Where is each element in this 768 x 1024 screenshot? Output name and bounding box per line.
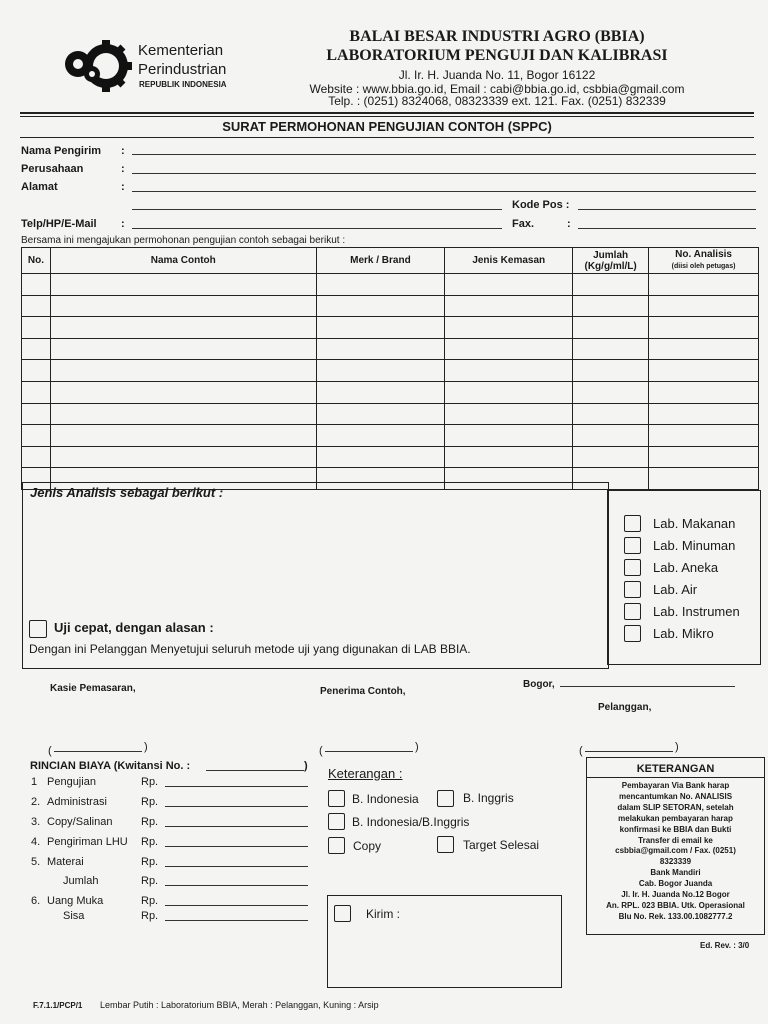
cell-merk[interactable] (316, 360, 445, 382)
paren-open: ( (48, 745, 52, 757)
cell-no-analisis[interactable] (649, 381, 759, 403)
target-selesai-label: Target Selesai (463, 838, 540, 852)
cost-item-label: Sisa (63, 910, 85, 922)
cell-jumlah[interactable] (573, 338, 649, 360)
cell-no-analisis[interactable] (649, 425, 759, 447)
cell-jumlah[interactable] (573, 446, 649, 468)
paren-open: ( (319, 745, 323, 757)
lab-checkbox[interactable] (624, 625, 641, 642)
cell-jumlah[interactable] (573, 381, 649, 403)
kirim-label: Kirim : (366, 907, 400, 921)
org-address: Jl. Ir. H. Juanda No. 11, Bogor 16122 (398, 68, 596, 82)
perusahaan-field[interactable] (132, 173, 756, 174)
col-jumlah-unit: (Kg/g/ml/L) (584, 260, 637, 272)
colon: : (567, 218, 571, 230)
target-selesai-checkbox[interactable] (437, 836, 454, 853)
cost-amount-field[interactable] (165, 920, 308, 921)
cell-jumlah[interactable] (573, 295, 649, 317)
colon: : (121, 145, 125, 157)
penerima-label: Penerima Contoh, (320, 686, 406, 697)
cost-amount-field[interactable] (165, 885, 308, 886)
col-merk: Merk / Brand (316, 248, 445, 274)
cell-nama-contoh[interactable] (50, 338, 316, 360)
paren-close: ) (415, 741, 419, 753)
cell-no-analisis[interactable] (649, 295, 759, 317)
penerima-sign-line[interactable] (319, 741, 424, 759)
cell-no-analisis[interactable] (649, 403, 759, 425)
cost-amount-field[interactable] (165, 806, 308, 807)
cell-nama-contoh[interactable] (50, 274, 316, 296)
cost-item-number: 6. (31, 895, 41, 907)
lab-label: Lab. Mikro (653, 626, 714, 641)
cost-item-label: Copy/Salinan (47, 816, 113, 828)
agreement-text: Dengan ini Pelanggan Menyetujui seluruh metode uji yang digunakan di LAB BBIA. (29, 642, 471, 656)
bogor-label: Bogor, (523, 679, 555, 690)
lab-checkbox[interactable] (624, 603, 641, 620)
org-title: BALAI BESAR INDUSTRI AGRO (BBIA) (349, 28, 645, 45)
cell-no[interactable] (22, 338, 51, 360)
cell-jenis-kemasan[interactable] (445, 274, 573, 296)
table-row (22, 274, 759, 296)
uji-cepat-checkbox[interactable] (29, 620, 47, 638)
cell-no-analisis[interactable] (649, 360, 759, 382)
kirim-checkbox[interactable] (334, 905, 351, 922)
header-divider-thin (20, 116, 754, 117)
info-box-divider (586, 777, 765, 778)
cell-no-analisis[interactable] (649, 317, 759, 339)
copy-checkbox[interactable] (328, 837, 345, 854)
cell-nama-contoh[interactable] (50, 381, 316, 403)
cost-amount-field[interactable] (165, 905, 308, 906)
cost-item-label: Jumlah (63, 875, 99, 887)
gear-logo-icon (62, 38, 134, 94)
cell-jenis-kemasan[interactable] (445, 403, 573, 425)
cell-nama-contoh[interactable] (50, 403, 316, 425)
penerima-sign-underline (325, 751, 413, 752)
cell-merk[interactable] (316, 446, 445, 468)
uji-cepat-label: Uji cepat, dengan alasan : (54, 620, 214, 635)
table-row (22, 295, 759, 317)
cell-jumlah[interactable] (573, 360, 649, 382)
info-box-line: 8323339 (659, 857, 692, 867)
bogor-date-field[interactable] (560, 686, 735, 687)
cell-no[interactable] (22, 446, 51, 468)
edition-revision: Ed. Rev. : 3/0 (700, 941, 750, 950)
intro-text: Bersama ini mengajukan permohonan pengujian contoh sebagai berikut : (21, 235, 346, 246)
cell-jenis-kemasan[interactable] (445, 317, 573, 339)
table-row (22, 360, 759, 382)
info-box-line: csbbia@gmail.com / Fax. (0251) (615, 846, 736, 856)
b-inggris-checkbox[interactable] (437, 790, 454, 807)
colon: : (121, 181, 125, 193)
cost-rp-label: Rp. (141, 895, 159, 907)
col-no-analisis (649, 248, 759, 274)
cell-nama-contoh[interactable] (50, 317, 316, 339)
cost-item-number: 2. (31, 796, 41, 808)
cost-item-label: Administrasi (47, 796, 107, 808)
analysis-box (22, 482, 609, 669)
cell-nama-contoh[interactable] (50, 425, 316, 447)
cell-nama-contoh[interactable] (50, 446, 316, 468)
keterangan-title: Keterangan : (328, 766, 403, 781)
cell-no[interactable] (22, 425, 51, 447)
form-title: SURAT PERMOHONAN PENGUJIAN CONTOH (SPPC) (222, 119, 552, 134)
lab-label: Lab. Air (653, 582, 698, 597)
info-box-line: Pembayaran Via Bank harap (621, 781, 730, 790)
label-perusahaan: Perusahaan (21, 163, 84, 175)
info-box-line: Blu No. Rek. 133.00.1082777.2 (618, 911, 733, 921)
cost-amount-field[interactable] (165, 866, 308, 867)
label-alamat: Alamat (21, 181, 58, 193)
info-box-line: melakukan pembayaran harap (618, 813, 733, 823)
sample-table (21, 247, 759, 490)
analysis-title: Jenis Analisis sebagai berikut : (30, 485, 224, 500)
kwitansi-field[interactable] (206, 770, 304, 771)
lab-label: Lab. Makanan (653, 516, 736, 531)
cell-jenis-kemasan[interactable] (445, 425, 573, 447)
table-row (22, 381, 759, 403)
ministry-country: REPUBLIK INDONESIA (139, 80, 227, 89)
title-underline (20, 137, 754, 138)
cell-merk[interactable] (316, 338, 445, 360)
alamat-field-1[interactable] (132, 191, 756, 192)
cell-no[interactable] (22, 381, 51, 403)
cell-merk[interactable] (316, 317, 445, 339)
table-header-row (22, 248, 759, 274)
kode-pos-field[interactable] (578, 209, 756, 210)
colon: : (121, 218, 125, 230)
telp-field[interactable] (132, 228, 502, 229)
info-box-line: Jl. Ir. H. Juanda No.12 Bogor (621, 890, 730, 900)
cost-rp-label: Rp. (141, 796, 159, 808)
form-code: F.7.1.1/PCP/1 (33, 1001, 83, 1010)
cell-jumlah[interactable] (573, 403, 649, 425)
kasie-label: Kasie Pemasaran, (50, 683, 136, 694)
lab-checkbox[interactable] (624, 581, 641, 598)
b-indo-inggris-checkbox[interactable] (328, 813, 345, 830)
label-kode-pos: Kode Pos : (512, 199, 570, 211)
label-nama-pengirim: Nama Pengirim (21, 145, 102, 157)
col-no-analisis-label: No. Analisis (675, 249, 732, 260)
cell-merk[interactable] (316, 403, 445, 425)
cell-jenis-kemasan[interactable] (445, 381, 573, 403)
info-box-line: Transfer di email ke (638, 835, 713, 845)
cell-no-analisis[interactable] (649, 468, 759, 490)
cell-merk[interactable] (316, 295, 445, 317)
info-box-text (586, 781, 765, 923)
label-telp: Telp/HP/E-Mail (21, 218, 97, 230)
cost-rp-label: Rp. (141, 816, 159, 828)
cost-amount-field[interactable] (165, 786, 308, 787)
pelanggan-sign-underline (585, 751, 673, 752)
cost-amount-field[interactable] (165, 846, 308, 847)
cell-jenis-kemasan[interactable] (445, 295, 573, 317)
col-jumlah (573, 248, 649, 274)
cost-rp-label: Rp. (141, 875, 159, 887)
org-subtitle: LABORATORIUM PENGUJI DAN KALIBRASI (326, 47, 668, 64)
cell-no-analisis[interactable] (649, 274, 759, 296)
b-inggris-label: B. Inggris (463, 791, 514, 805)
org-website: Website : www.bbia.go.id, Email : cabi@bbia.go.id, csbbia@gmail.com (309, 82, 685, 96)
lab-checkbox[interactable] (624, 515, 641, 532)
cost-item-label: Uang Muka (47, 895, 104, 907)
table-row (22, 317, 759, 339)
info-box-line: Cab. Bogor Juanda (638, 879, 713, 889)
lab-label: Lab. Minuman (653, 538, 736, 553)
cost-item-label: Materai (47, 856, 84, 868)
copy-distribution-note: Lembar Putih : Laboratorium BBIA, Merah : Pelanggan, Kuning : Arsip (100, 1000, 379, 1010)
paren-close: ) (144, 741, 148, 753)
cell-jumlah[interactable] (573, 425, 649, 447)
cell-no[interactable] (22, 403, 51, 425)
kasie-sign-underline (54, 751, 142, 752)
ministry-name-1: Kementerian (138, 42, 224, 59)
copy-label: Copy (353, 839, 382, 853)
cell-jumlah[interactable] (573, 317, 649, 339)
col-no-analisis-note: (diisi oleh petugas) (671, 263, 736, 270)
cost-rp-label: Rp. (141, 910, 159, 922)
table-row (22, 338, 759, 360)
cell-nama-contoh[interactable] (50, 295, 316, 317)
kasie-sign-line[interactable] (48, 741, 153, 759)
alamat-field-2[interactable] (132, 209, 502, 210)
cost-rp-label: Rp. (141, 836, 159, 848)
info-box-line: mencantumkan No. ANALISIS (618, 791, 733, 801)
cost-amount-field[interactable] (165, 826, 308, 827)
cell-merk[interactable] (316, 274, 445, 296)
lab-label: Lab. Aneka (653, 560, 719, 575)
cell-nama-contoh[interactable] (50, 360, 316, 382)
nama-pengirim-field[interactable] (132, 154, 756, 155)
cost-item-number: 1 (31, 776, 38, 788)
col-jenis-kemasan: Jenis Kemasan (445, 248, 573, 274)
b-indonesia-label: B. Indonesia (352, 792, 419, 806)
cell-no[interactable] (22, 317, 51, 339)
org-phone: Telp. : (0251) 8324068, 08323339 ext. 121. Fax. (0251) 832339 (328, 94, 666, 108)
table-row (22, 446, 759, 468)
table-row (22, 403, 759, 425)
pelanggan-label: Pelanggan, (598, 702, 652, 713)
cell-no[interactable] (22, 360, 51, 382)
cost-item-label: Pengujian (47, 776, 96, 788)
cell-no[interactable] (22, 295, 51, 317)
cost-title-close: ) (304, 760, 308, 772)
colon: : (121, 163, 125, 175)
cost-rp-label: Rp. (141, 856, 159, 868)
cell-no-analisis[interactable] (649, 446, 759, 468)
col-no: No. (22, 248, 51, 274)
cell-jumlah[interactable] (573, 274, 649, 296)
cell-merk[interactable] (316, 381, 445, 403)
b-indo-inggris-label: B. Indonesia/B.Inggris (352, 815, 470, 829)
kirim-box (327, 895, 562, 988)
label-fax: Fax. (512, 218, 535, 230)
col-jumlah-label: Jumlah (593, 249, 629, 261)
info-box-line: konfirmasi ke BBIA dan Bukti (619, 824, 732, 834)
cost-rp-label: Rp. (141, 776, 159, 788)
ministry-name-2: Perindustrian (138, 61, 227, 78)
table-row (22, 425, 759, 447)
cell-merk[interactable] (316, 425, 445, 447)
cost-title: RINCIAN BIAYA (Kwitansi No. : (30, 760, 191, 772)
cell-no[interactable] (22, 274, 51, 296)
b-indonesia-checkbox[interactable] (328, 790, 345, 807)
header-divider (20, 112, 754, 114)
col-nama-contoh: Nama Contoh (50, 248, 316, 274)
cell-no-analisis[interactable] (649, 338, 759, 360)
fax-field[interactable] (578, 228, 756, 229)
cell-jenis-kemasan[interactable] (445, 446, 573, 468)
cell-jenis-kemasan[interactable] (445, 338, 573, 360)
cost-item-label: Pengiriman LHU (47, 836, 128, 848)
cost-item-number: 3. (31, 816, 41, 828)
cost-item-number: 4. (31, 836, 41, 848)
lab-checkbox[interactable] (624, 537, 641, 554)
lab-checkbox[interactable] (624, 559, 641, 576)
cost-item-number: 5. (31, 856, 41, 868)
paren-close: ) (675, 741, 679, 753)
info-box-line: dalam SLIP SETORAN, setelah (617, 802, 734, 812)
info-box-title: KETERANGAN (636, 763, 715, 775)
info-box-line: Bank Mandiri (650, 868, 701, 878)
cell-jenis-kemasan[interactable] (445, 360, 573, 382)
ministry-logo (62, 38, 134, 94)
lab-label: Lab. Instrumen (653, 604, 740, 619)
paren-open: ( (579, 745, 583, 757)
info-box-line: An. RPL. 023 BBIA. Utk. Operasional (606, 900, 745, 910)
